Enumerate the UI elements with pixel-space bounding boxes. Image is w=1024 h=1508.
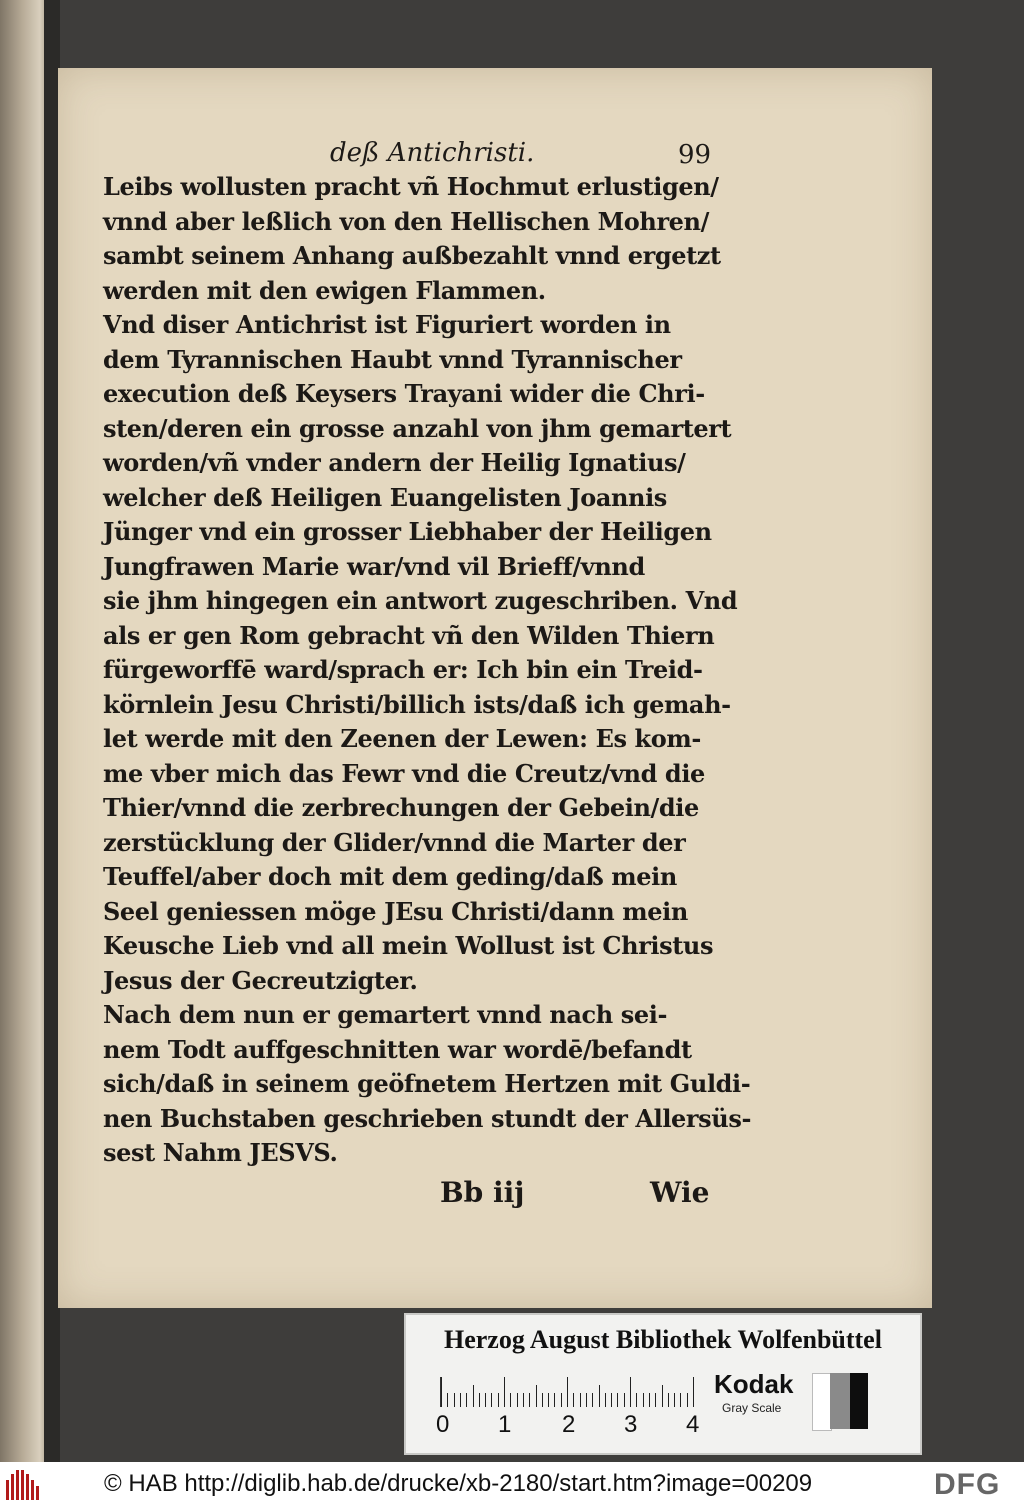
- ruler-tick: [586, 1393, 587, 1407]
- swatch-white: [812, 1373, 832, 1431]
- ruler-tick: [479, 1393, 480, 1407]
- ruler-tick: [599, 1385, 600, 1407]
- ruler-tick: [592, 1393, 593, 1407]
- ruler-tick: [693, 1377, 694, 1407]
- ruler-tick: [491, 1393, 492, 1407]
- text-line: sie jhm hingegen ein antwort zugeschriben. Vnd: [103, 586, 738, 615]
- kodak-logo: Kodak: [714, 1369, 794, 1399]
- book-page: [58, 68, 932, 1308]
- ruler-tick: [466, 1393, 467, 1407]
- text-line: Jünger vnd ein grosser Liebhaber der Heiligen: [103, 517, 712, 546]
- ruler-tick: [649, 1393, 650, 1407]
- ruler-tick: [624, 1393, 625, 1407]
- scale-ruler: [440, 1377, 703, 1407]
- ruler-tick: [630, 1377, 631, 1407]
- page-footer-line: [58, 1176, 932, 1216]
- text-line: vnnd aber leßlich von den Hellischen Mohren/: [103, 206, 709, 236]
- ruler-tick: [674, 1393, 675, 1407]
- text-line: Jungfrawen Marie war/vnd vil Brieff/vnnd: [103, 551, 645, 581]
- ruler-tick: [542, 1393, 543, 1407]
- color-target-card: [404, 1313, 922, 1455]
- text-line: let werde mit den Zeenen der Lewen: Es kom-: [103, 724, 701, 753]
- text-line: Vnd diser Antichrist ist Figuriert worden in: [103, 310, 671, 339]
- page-number: 99: [678, 140, 712, 170]
- ruler-tick: [580, 1393, 581, 1407]
- ruler-tick: [485, 1393, 486, 1407]
- body-text: [103, 170, 752, 1171]
- text-line: sest Nahm JESVS.: [103, 1138, 338, 1167]
- text-line: fürgeworffē ward/sprach er: Ich bin ein Treid-: [103, 655, 703, 684]
- text-line: als er gen Rom gebracht vñ den Wilden Thiern: [103, 620, 715, 650]
- ruler-tick: [447, 1393, 448, 1407]
- ruler-label-1: 1: [498, 1411, 512, 1438]
- gray-scale-label: Gray Scale: [722, 1401, 782, 1415]
- ruler-label-0: 0: [436, 1411, 450, 1438]
- ruler-tick: [510, 1393, 511, 1407]
- swatch-gray: [830, 1373, 850, 1429]
- text-line: Keusche Lieb vnd all mein Wollust ist Christus: [103, 931, 714, 960]
- source-link[interactable]: © HAB http://diglib.hab.de/drucke/xb-2180/start.htm?image=00209: [104, 1470, 813, 1497]
- text-line: sambt seinem Anhang außbezahlt vnnd ergetzt: [103, 241, 721, 270]
- text-line: Thier/vnnd die zerbrechungen der Gebein/die: [103, 793, 699, 822]
- text-line: sich/daß in seinem geöfnetem Hertzen mit Guldi-: [103, 1069, 751, 1098]
- ruler-tick: [662, 1385, 663, 1407]
- ruler-tick: [561, 1393, 562, 1407]
- ruler-tick: [617, 1393, 618, 1407]
- ruler-tick: [523, 1393, 524, 1407]
- ruler-label-2: 2: [562, 1411, 576, 1438]
- ruler-tick: [504, 1377, 505, 1407]
- text-line: dem Tyrannischen Haubt vnnd Tyrannischer: [103, 344, 682, 374]
- previous-page-edge: [0, 0, 50, 1462]
- ruler-tick: [529, 1393, 530, 1407]
- ruler-label-3: 3: [624, 1411, 638, 1438]
- text-line: körnlein Jesu Christi/billich ists/daß ich gemah-: [103, 689, 731, 719]
- text-line: Jesus der Gecreutzigter.: [103, 965, 418, 995]
- catchword: Wie: [650, 1176, 710, 1209]
- library-name: Herzog August Bibliothek Wolfenbüttel: [444, 1325, 882, 1354]
- ruler-tick: [498, 1393, 499, 1407]
- ruler-tick: [554, 1393, 555, 1407]
- text-line: me vber mich das Fewr vnd die Creutz/vnd die: [103, 758, 705, 788]
- swatch-black: [850, 1373, 868, 1429]
- ruler-tick: [680, 1393, 681, 1407]
- ruler-tick: [605, 1393, 606, 1407]
- ruler-tick: [655, 1393, 656, 1407]
- ruler-tick: [441, 1377, 442, 1407]
- text-line: nem Todt auffgeschnitten war wordē/befandt: [103, 1034, 692, 1064]
- text-line: zerstücklung der Glider/vnnd die Marter der: [103, 827, 686, 857]
- ruler-tick: [573, 1393, 574, 1407]
- ruler-tick: [668, 1393, 669, 1407]
- text-line: sten/deren ein grosse anzahl von jhm gemartert: [103, 413, 732, 443]
- text-line: nen Buchstaben geschrieben stundt der Allersüs-: [103, 1103, 752, 1133]
- ruler-tick: [643, 1393, 644, 1407]
- running-head: deß Antichristi.: [330, 138, 535, 168]
- ruler-tick: [536, 1385, 537, 1407]
- dfg-logo: DFG: [934, 1468, 1001, 1501]
- ruler-tick: [636, 1393, 637, 1407]
- text-line: execution deß Keysers Trayani wider die Chri-: [103, 379, 705, 408]
- text-line: Teuffel/aber doch mit dem geding/daß mein: [103, 862, 677, 891]
- hab-logo-icon: [6, 1470, 42, 1500]
- ruler-label-4: 4: [686, 1411, 700, 1438]
- ruler-tick: [460, 1393, 461, 1407]
- ruler-tick: [611, 1393, 612, 1407]
- text-line: Seel geniessen möge JEsu Christi/dann mein: [103, 896, 688, 926]
- text-line: worden/vñ vnder andern der Heilig Ignatius/: [103, 448, 686, 477]
- ruler-tick: [517, 1393, 518, 1407]
- ruler-tick: [567, 1377, 568, 1407]
- signature-mark: Bb iij: [440, 1176, 525, 1209]
- text-line: werden mit den ewigen Flammen.: [103, 275, 546, 305]
- ruler-tick: [473, 1385, 474, 1407]
- text-line: Nach dem nun er gemartert vnnd nach sei-: [103, 1000, 668, 1029]
- text-line: welcher deß Heiligen Euangelisten Joannis: [103, 482, 667, 512]
- ruler-tick: [687, 1393, 688, 1407]
- gray-swatches: [812, 1373, 868, 1429]
- ruler-tick: [548, 1393, 549, 1407]
- ruler-tick: [454, 1393, 455, 1407]
- footer-bar: [0, 1462, 1024, 1508]
- text-line: Leibs wollusten pracht vñ Hochmut erlustigen/: [103, 172, 719, 201]
